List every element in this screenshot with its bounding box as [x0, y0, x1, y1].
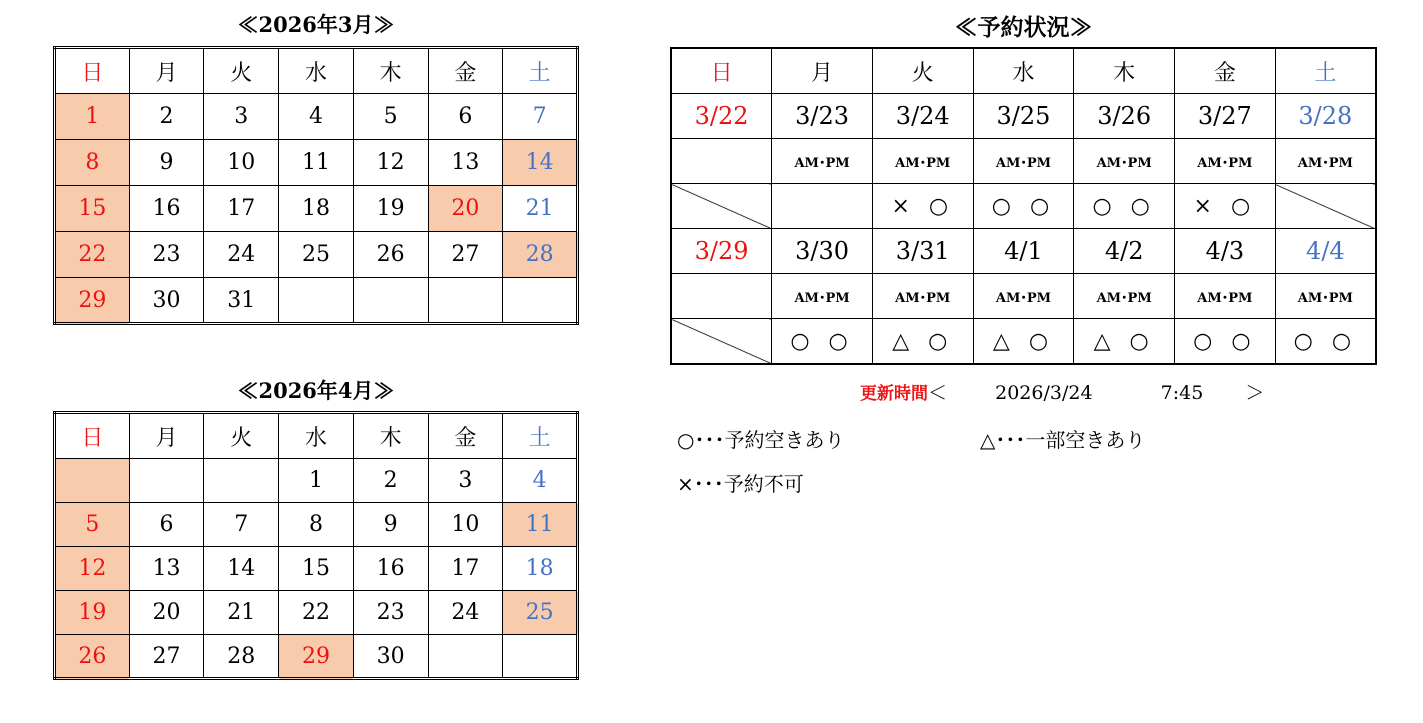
status-cell: ○ ○ — [1074, 184, 1175, 229]
weekday-sat: 土 — [503, 413, 578, 459]
date-cell: 3/30 — [772, 229, 873, 274]
weekday-sun: 日 — [55, 413, 130, 459]
day-cell: 16 — [353, 547, 428, 591]
update-date: 2026/3/24 — [995, 382, 1093, 404]
ampm-cell: AM･PM — [772, 274, 873, 319]
day-cell: 1 — [279, 459, 354, 503]
day-cell: 26 — [55, 635, 130, 679]
day-cell: 3 — [428, 459, 503, 503]
day-cell: 17 — [204, 186, 279, 232]
day-cell: 25 — [279, 232, 354, 278]
april-calendar-title: ≪2026年4月≫ — [237, 378, 395, 403]
weekday-thu: 木 — [1074, 48, 1175, 94]
day-cell: 25 — [503, 591, 578, 635]
date-cell: 3/27 — [1175, 94, 1276, 139]
day-cell — [353, 278, 428, 324]
day-cell: 23 — [129, 232, 204, 278]
ampm-cell — [671, 139, 772, 184]
day-cell: 18 — [279, 186, 354, 232]
weekday-wed: 水 — [973, 48, 1074, 94]
day-cell: 27 — [129, 635, 204, 679]
status-cell: ○ ○ — [1275, 319, 1376, 365]
weekday-sun: 日 — [671, 48, 772, 94]
date-cell: 3/22 — [671, 94, 772, 139]
status-cell: △ ○ — [872, 319, 973, 365]
day-cell: 3 — [204, 94, 279, 140]
update-time-label: 更新時間 — [860, 384, 928, 404]
day-cell: 23 — [353, 591, 428, 635]
ampm-cell: AM･PM — [872, 274, 973, 319]
ampm-cell: AM･PM — [872, 139, 973, 184]
update-open-bracket: ＜ — [928, 382, 948, 404]
day-cell — [428, 635, 503, 679]
update-time: 7:45 — [1160, 382, 1204, 404]
ampm-cell: AM･PM — [1074, 139, 1175, 184]
day-cell: 8 — [55, 140, 130, 186]
day-cell: 13 — [129, 547, 204, 591]
weekday-mon: 月 — [129, 48, 204, 94]
weekday-mon: 月 — [772, 48, 873, 94]
reservation-title: ≪予約状況≫ — [954, 14, 1093, 41]
day-cell — [503, 635, 578, 679]
ampm-cell: AM･PM — [772, 139, 873, 184]
day-cell: 21 — [503, 186, 578, 232]
reservation-table — [670, 47, 1377, 365]
ampm-cell: AM･PM — [1175, 274, 1276, 319]
day-cell: 17 — [428, 547, 503, 591]
march-calendar-title: ≪2026年3月≫ — [237, 12, 395, 37]
day-cell: 11 — [279, 140, 354, 186]
day-cell: 16 — [129, 186, 204, 232]
day-cell: 20 — [428, 186, 503, 232]
day-cell: 28 — [204, 635, 279, 679]
ampm-cell: AM･PM — [1175, 139, 1276, 184]
status-cell: ○ ○ — [973, 184, 1074, 229]
status-cell: △ ○ — [973, 319, 1074, 365]
day-cell: 20 — [129, 591, 204, 635]
closed-diagonal-cell — [1275, 184, 1376, 229]
weekday-tue: 火 — [872, 48, 973, 94]
day-cell — [428, 278, 503, 324]
day-cell: 14 — [503, 140, 578, 186]
weekday-tue: 火 — [204, 413, 279, 459]
weekday-wed: 水 — [279, 413, 354, 459]
day-cell: 30 — [129, 278, 204, 324]
ampm-cell — [671, 274, 772, 319]
day-cell: 19 — [353, 186, 428, 232]
day-cell: 31 — [204, 278, 279, 324]
legend-available: ○･･･予約空きあり — [677, 428, 845, 452]
day-cell: 1 — [55, 94, 130, 140]
day-cell: 19 — [55, 591, 130, 635]
status-cell: × ○ — [1175, 184, 1276, 229]
day-cell: 5 — [353, 94, 428, 140]
day-cell: 15 — [279, 547, 354, 591]
day-cell: 27 — [428, 232, 503, 278]
date-cell: 3/31 — [872, 229, 973, 274]
ampm-cell: AM･PM — [1074, 274, 1175, 319]
day-cell: 12 — [353, 140, 428, 186]
day-cell: 15 — [55, 186, 130, 232]
day-cell: 6 — [129, 503, 204, 547]
day-cell: 5 — [55, 503, 130, 547]
day-cell — [55, 459, 130, 503]
day-cell — [279, 278, 354, 324]
day-cell: 9 — [353, 503, 428, 547]
day-cell: 22 — [279, 591, 354, 635]
day-cell: 7 — [204, 503, 279, 547]
closed-diagonal-cell — [671, 184, 772, 229]
status-cell: × ○ — [872, 184, 973, 229]
weekday-thu: 木 — [353, 413, 428, 459]
date-cell: 3/28 — [1275, 94, 1376, 139]
weekday-fri: 金 — [1175, 48, 1276, 94]
date-cell: 3/24 — [872, 94, 973, 139]
ampm-cell: AM･PM — [973, 274, 1074, 319]
day-cell — [129, 459, 204, 503]
day-cell: 8 — [279, 503, 354, 547]
day-cell: 2 — [353, 459, 428, 503]
weekday-wed: 水 — [279, 48, 354, 94]
day-cell: 24 — [428, 591, 503, 635]
day-cell: 29 — [279, 635, 354, 679]
date-cell: 3/26 — [1074, 94, 1175, 139]
status-cell: ○ ○ — [772, 319, 873, 365]
day-cell: 29 — [55, 278, 130, 324]
day-cell: 10 — [204, 140, 279, 186]
legend-partial: △･･･一部空きあり — [980, 428, 1146, 452]
weekday-sun: 日 — [55, 48, 130, 94]
day-cell — [503, 278, 578, 324]
date-cell: 4/4 — [1275, 229, 1376, 274]
day-cell: 28 — [503, 232, 578, 278]
day-cell: 21 — [204, 591, 279, 635]
date-cell: 3/25 — [973, 94, 1074, 139]
day-cell: 26 — [353, 232, 428, 278]
day-cell: 22 — [55, 232, 130, 278]
date-cell: 4/3 — [1175, 229, 1276, 274]
status-cell: △ ○ — [1074, 319, 1175, 365]
day-cell: 12 — [55, 547, 130, 591]
weekday-sat: 土 — [1275, 48, 1376, 94]
day-cell: 30 — [353, 635, 428, 679]
day-cell — [204, 459, 279, 503]
day-cell: 18 — [503, 547, 578, 591]
ampm-cell: AM･PM — [973, 139, 1074, 184]
date-cell: 3/29 — [671, 229, 772, 274]
weekday-fri: 金 — [428, 48, 503, 94]
ampm-cell: AM･PM — [1275, 139, 1376, 184]
day-cell: 24 — [204, 232, 279, 278]
update-time-line — [860, 378, 1264, 405]
day-cell: 6 — [428, 94, 503, 140]
april-calendar — [53, 411, 579, 680]
day-cell: 14 — [204, 547, 279, 591]
ampm-cell: AM･PM — [1275, 274, 1376, 319]
status-cell: ○ ○ — [1175, 319, 1276, 365]
day-cell: 7 — [503, 94, 578, 140]
day-cell: 9 — [129, 140, 204, 186]
day-cell: 4 — [503, 459, 578, 503]
date-cell: 4/2 — [1074, 229, 1175, 274]
day-cell: 2 — [129, 94, 204, 140]
day-cell: 11 — [503, 503, 578, 547]
march-calendar — [53, 46, 579, 325]
date-cell: 3/23 — [772, 94, 873, 139]
update-close-bracket: ＞ — [1245, 382, 1265, 404]
closed-diagonal-cell — [671, 319, 772, 365]
weekday-thu: 木 — [353, 48, 428, 94]
day-cell: 4 — [279, 94, 354, 140]
weekday-tue: 火 — [204, 48, 279, 94]
status-cell — [772, 184, 873, 229]
date-cell: 4/1 — [973, 229, 1074, 274]
weekday-fri: 金 — [428, 413, 503, 459]
legend-unavailable: ×･･･予約不可 — [677, 472, 804, 496]
weekday-mon: 月 — [129, 413, 204, 459]
day-cell: 13 — [428, 140, 503, 186]
weekday-sat: 土 — [503, 48, 578, 94]
day-cell: 10 — [428, 503, 503, 547]
